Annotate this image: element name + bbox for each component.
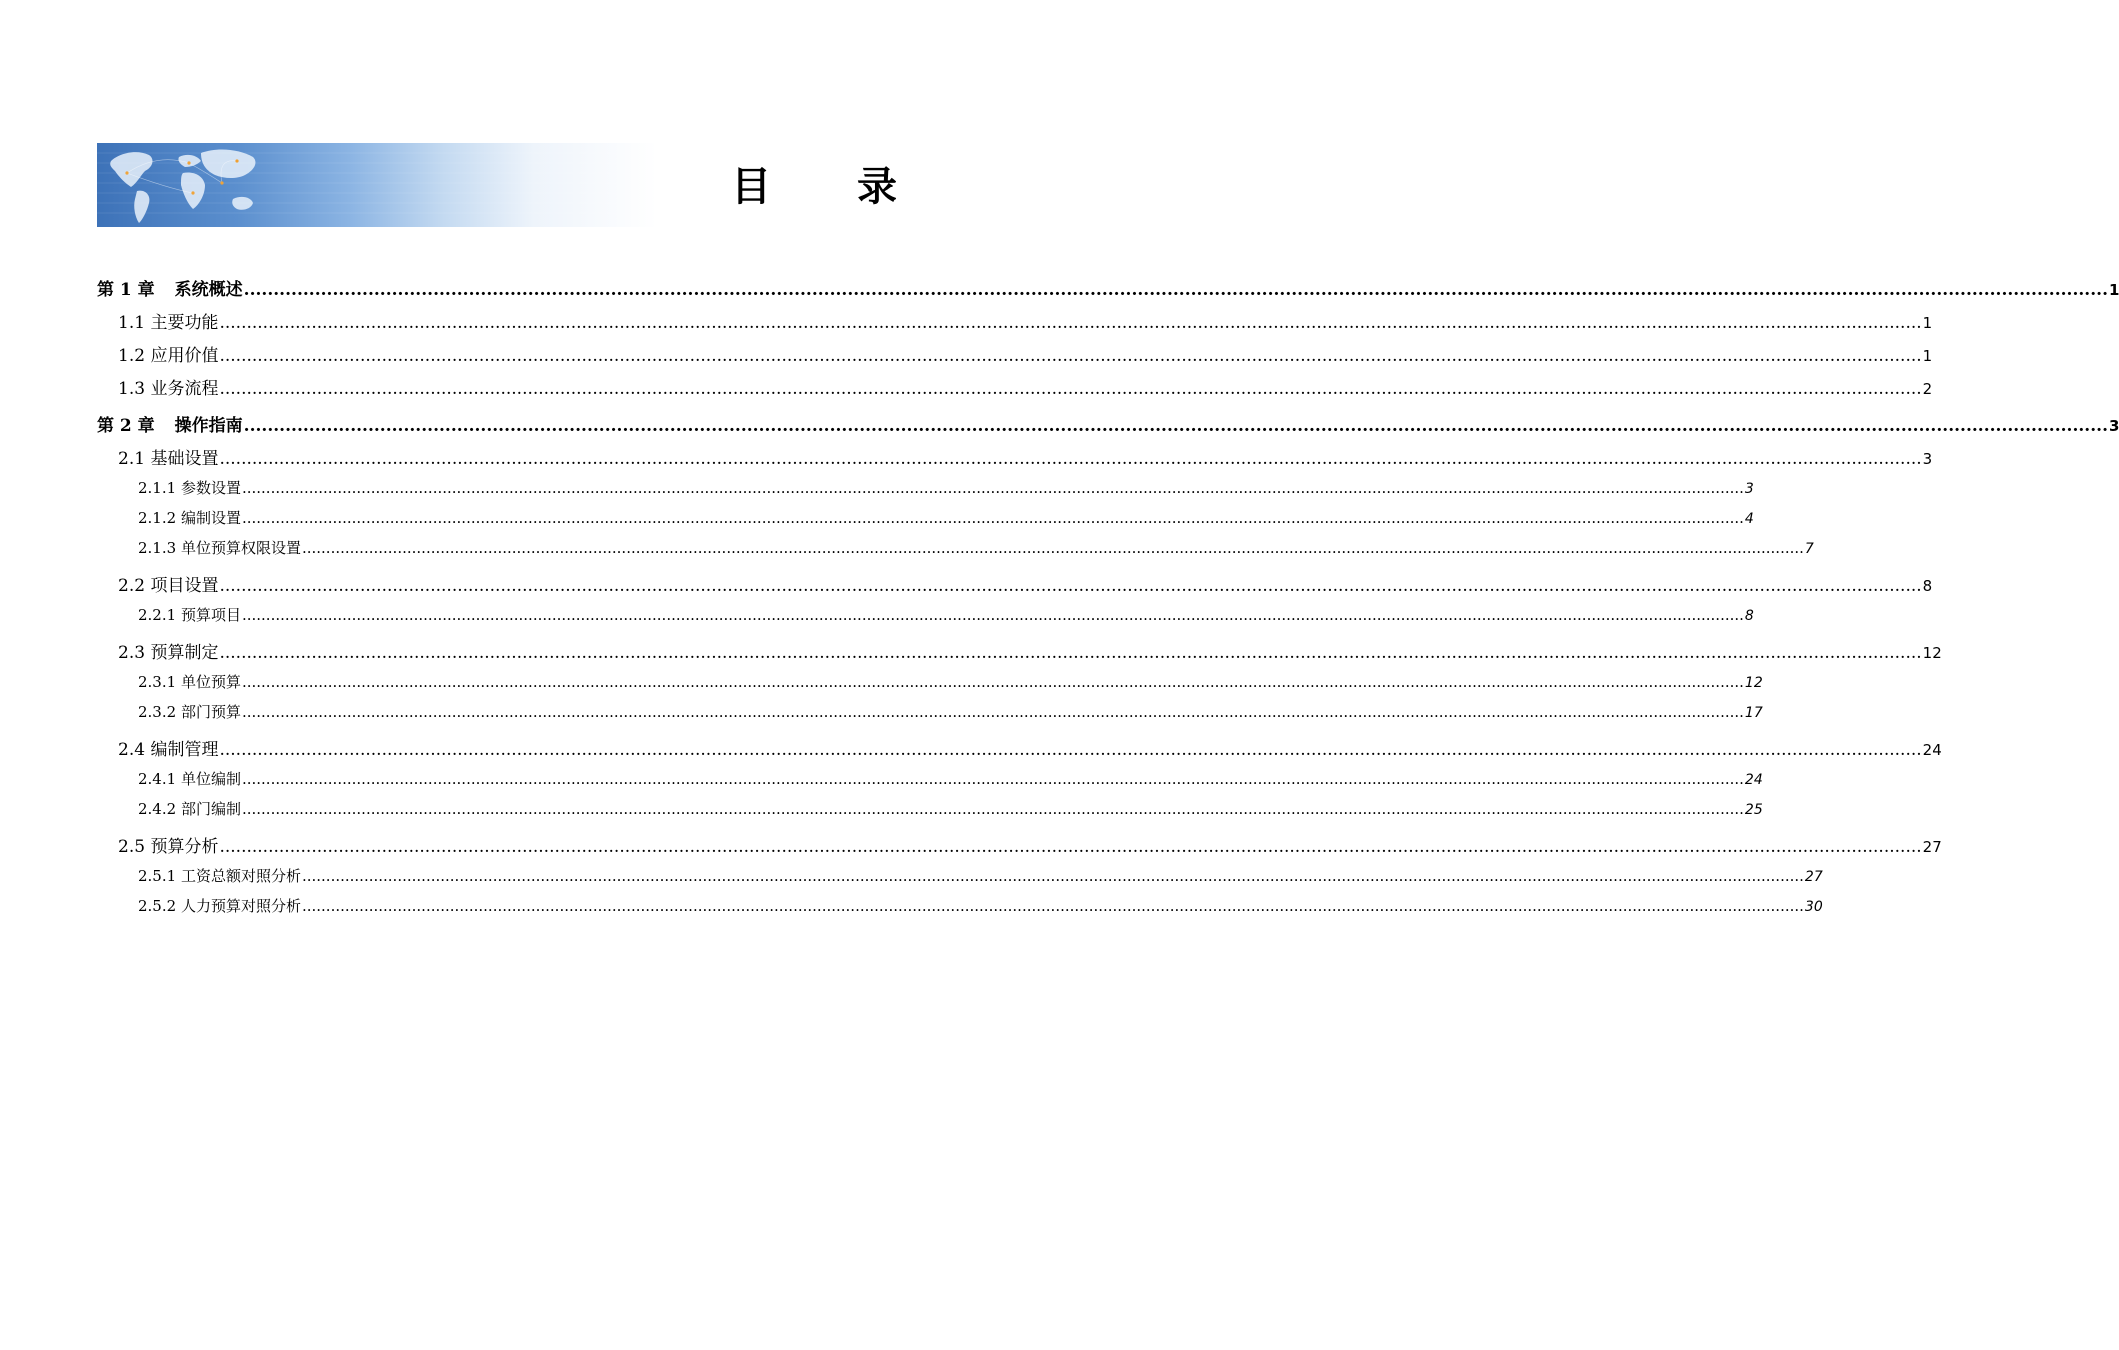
toc-entry-number: 1.1 <box>118 313 146 333</box>
toc-entry-title: 编制设置 <box>180 509 241 527</box>
toc-entry[interactable] <box>97 571 1933 596</box>
toc-page-number: 1 <box>1922 347 1933 365</box>
toc-entry-title: 工资总额对照分析 <box>180 867 301 885</box>
dot-leader <box>219 740 1921 760</box>
toc-entry[interactable] <box>97 865 1823 886</box>
toc-page-number: 30 <box>1804 899 1823 915</box>
toc-entry-title: 业务流程 <box>150 379 219 399</box>
toc-entry-title: 部门编制 <box>180 800 241 818</box>
dot-leader <box>302 539 1804 557</box>
toc-entry-number: 2.5.2 <box>138 897 177 915</box>
toc-entry-label <box>118 571 218 596</box>
toc-entry-title: 参数设置 <box>180 479 241 497</box>
dot-leader <box>302 897 1804 915</box>
toc-page-number: 24 <box>1744 772 1763 788</box>
toc-entry[interactable] <box>97 341 1933 366</box>
toc-page-number: 8 <box>1922 577 1933 595</box>
toc-entry-number: 2.1.2 <box>138 509 177 527</box>
toc-entry-title: 操作指南 <box>174 416 243 436</box>
toc-page-number: 27 <box>1922 838 1942 856</box>
toc-entry-number: 1.3 <box>118 379 146 399</box>
dot-leader <box>219 576 1921 596</box>
toc-entry-number: 2.1 <box>118 449 146 469</box>
toc-entry[interactable] <box>97 374 1933 399</box>
dot-leader <box>219 313 1921 333</box>
toc-chapter-entry[interactable] <box>97 275 2119 300</box>
toc-entry-number: 2.3 <box>118 643 146 663</box>
dot-leader <box>242 770 1744 788</box>
dot-leader <box>219 346 1921 366</box>
toc-entry-title: 部门预算 <box>180 703 241 721</box>
toc-entry[interactable] <box>97 604 1754 625</box>
dot-leader <box>244 416 2108 436</box>
toc-entry-number: 2.4.2 <box>138 800 177 818</box>
toc-entry-title: 单位预算权限设置 <box>180 539 301 557</box>
toc-entry[interactable] <box>97 477 1754 498</box>
dot-leader <box>242 673 1744 691</box>
toc-entry[interactable] <box>97 895 1823 916</box>
dot-leader <box>219 449 1921 469</box>
toc-page-number: 7 <box>1804 541 1814 557</box>
page-title: 目 录 <box>731 164 933 210</box>
toc-entry-number: 2.2 <box>118 576 146 596</box>
toc-entry[interactable] <box>97 537 1814 558</box>
toc-entry-label <box>138 701 241 722</box>
toc-entry-label <box>138 768 241 789</box>
toc-page-number: 2 <box>1922 380 1933 398</box>
toc-page-number: 3 <box>1922 450 1933 468</box>
toc-entry[interactable] <box>97 638 1942 663</box>
toc-entry[interactable] <box>97 768 1763 789</box>
toc-page-number: 27 <box>1804 869 1823 885</box>
toc-entry[interactable] <box>97 832 1942 857</box>
toc-entry-label <box>138 798 241 819</box>
dot-leader <box>242 703 1744 721</box>
toc-entry-title: 单位预算 <box>180 673 241 691</box>
toc-entry-title: 预算制定 <box>150 643 219 663</box>
toc-entry-label <box>118 374 218 399</box>
toc-entry-label <box>118 832 218 857</box>
dot-leader <box>242 509 1744 527</box>
toc-entry[interactable] <box>97 701 1763 722</box>
toc-page-number: 1 <box>1922 314 1933 332</box>
toc-entry-title: 预算项目 <box>180 606 241 624</box>
toc-entry-title: 主要功能 <box>150 313 219 333</box>
toc-entry-number: 2.5 <box>118 837 146 857</box>
toc-entry-label <box>97 411 243 436</box>
toc-entry-number: 2.1.3 <box>138 539 177 557</box>
dot-leader <box>302 867 1804 885</box>
toc-entry-number: 2.1.1 <box>138 479 177 497</box>
toc-entry-label <box>97 275 243 300</box>
dot-leader <box>242 800 1744 818</box>
toc-page-number: 3 <box>1744 481 1754 497</box>
toc-entry-title: 应用价值 <box>150 346 219 366</box>
toc-entry-label <box>118 341 218 366</box>
toc-entry-number: 第 2 章 <box>97 416 155 436</box>
toc-entry-label <box>138 895 301 916</box>
toc-entry-title: 项目设置 <box>150 576 219 596</box>
toc-entry-number: 1.2 <box>118 346 146 366</box>
toc-entry-number: 第 1 章 <box>97 280 155 300</box>
toc-entry-label <box>138 865 301 886</box>
dot-leader <box>242 479 1744 497</box>
toc-page-number: 25 <box>1744 802 1763 818</box>
toc-page-number: 24 <box>1922 741 1942 759</box>
dot-leader <box>242 606 1744 624</box>
toc-page-number: 12 <box>1922 644 1942 662</box>
toc-page-number: 17 <box>1744 705 1763 721</box>
toc-entry[interactable] <box>97 798 1763 819</box>
toc-entry-number: 2.3.1 <box>138 673 177 691</box>
toc-page-number: 12 <box>1744 675 1763 691</box>
toc-entry-label <box>138 671 241 692</box>
toc-page-number: 3 <box>2109 417 2119 435</box>
toc-entry-label <box>118 444 218 469</box>
toc-page-number: 1 <box>2109 281 2119 299</box>
toc-entry-number: 2.3.2 <box>138 703 177 721</box>
toc-entry-label <box>118 735 218 760</box>
toc-entry-label <box>138 537 301 558</box>
dot-leader <box>219 643 1921 663</box>
toc-entry-label <box>118 638 218 663</box>
toc-entry-title: 预算分析 <box>150 837 219 857</box>
toc-entry[interactable] <box>97 735 1942 760</box>
toc-entry-title: 人力预算对照分析 <box>180 897 301 915</box>
toc-entry-label <box>138 507 241 528</box>
toc-entry-number: 2.4 <box>118 740 146 760</box>
toc-entry[interactable] <box>97 308 1933 333</box>
toc-chapter-entry[interactable] <box>97 411 2119 436</box>
toc-entry-number: 2.2.1 <box>138 606 177 624</box>
toc-entry-label <box>138 477 241 498</box>
world-map-banner-image <box>97 143 657 227</box>
toc-page-number: 4 <box>1744 511 1754 527</box>
dot-leader <box>244 280 2108 300</box>
toc-entry[interactable] <box>97 671 1763 692</box>
toc-entry[interactable] <box>97 507 1754 528</box>
toc-entry-title: 编制管理 <box>150 740 219 760</box>
toc-entry-number: 2.4.1 <box>138 770 177 788</box>
toc-entry-title: 单位编制 <box>180 770 241 788</box>
toc-page-number: 8 <box>1744 608 1754 624</box>
toc-entry[interactable] <box>97 444 1933 469</box>
header-banner <box>97 143 933 227</box>
toc-entry-title: 系统概述 <box>174 280 243 300</box>
toc-entry-label <box>138 604 241 625</box>
dot-leader <box>219 379 1921 399</box>
dot-leader <box>219 837 1921 857</box>
toc-entry-label <box>118 308 218 333</box>
toc-entry-title: 基础设置 <box>150 449 219 469</box>
toc-entry-number: 2.5.1 <box>138 867 177 885</box>
